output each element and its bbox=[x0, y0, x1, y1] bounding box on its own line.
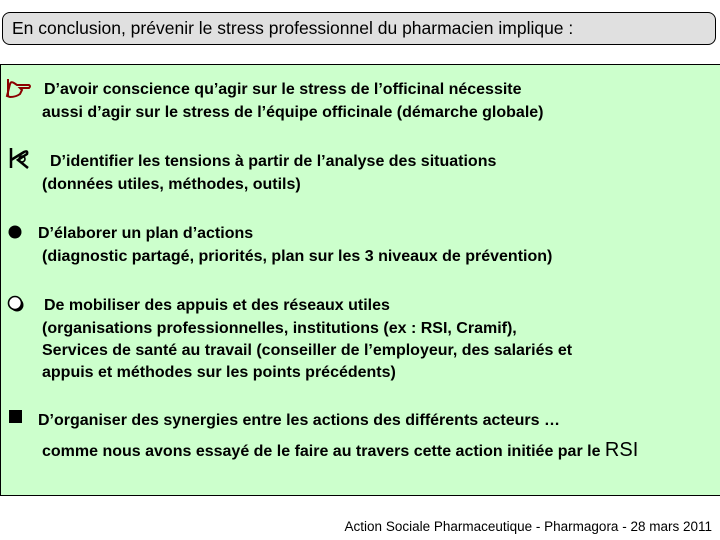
footer-text: Action Sociale Pharmaceutique - Pharmagora - 28 mars 2011 bbox=[344, 519, 712, 534]
item-line: (diagnostic partagé, priorités, plan sur les 3 niveaux de prévention) bbox=[42, 248, 553, 265]
item-line: aussi d’agir sur le stress de l’équipe officinale (démarche globale) bbox=[42, 104, 544, 121]
ok-hand-icon bbox=[6, 146, 34, 170]
item-line: (données utiles, méthodes, outils) bbox=[42, 176, 301, 193]
item-line: Services de santé au travail (conseiller de l’employeur, des salariés et bbox=[42, 342, 573, 359]
filled-square-icon bbox=[6, 406, 34, 430]
item-line: De mobiliser des appuis et des réseaux utiles bbox=[44, 297, 390, 314]
item-line: appuis et méthodes sur les points précédents) bbox=[42, 364, 396, 381]
shadowed-circle-icon bbox=[6, 294, 34, 318]
item-line-text: comme nous avons essayé de le faire au travers cette action initiée par le bbox=[42, 443, 601, 460]
slide-title: En conclusion, prévenir le stress professionnel du pharmacien implique : bbox=[2, 12, 716, 45]
rsi-label: RSI bbox=[604, 439, 639, 461]
item-line: D’avoir conscience qu’agir sur le stress de l’officinal nécessite bbox=[44, 81, 522, 98]
item-line: (organisations professionnelles, institutions (ex : RSI, Cramif), bbox=[42, 320, 517, 337]
item-line: D’identifier les tensions à partir de l’analyse des situations bbox=[50, 153, 497, 170]
filled-circle-icon bbox=[6, 222, 34, 246]
item-line: D’élaborer un plan d’actions bbox=[38, 225, 254, 242]
hand-pointer-icon bbox=[4, 76, 32, 100]
item-line: D’organiser des synergies entre les actions des différents acteurs … bbox=[38, 412, 560, 429]
item-line bbox=[42, 439, 638, 463]
